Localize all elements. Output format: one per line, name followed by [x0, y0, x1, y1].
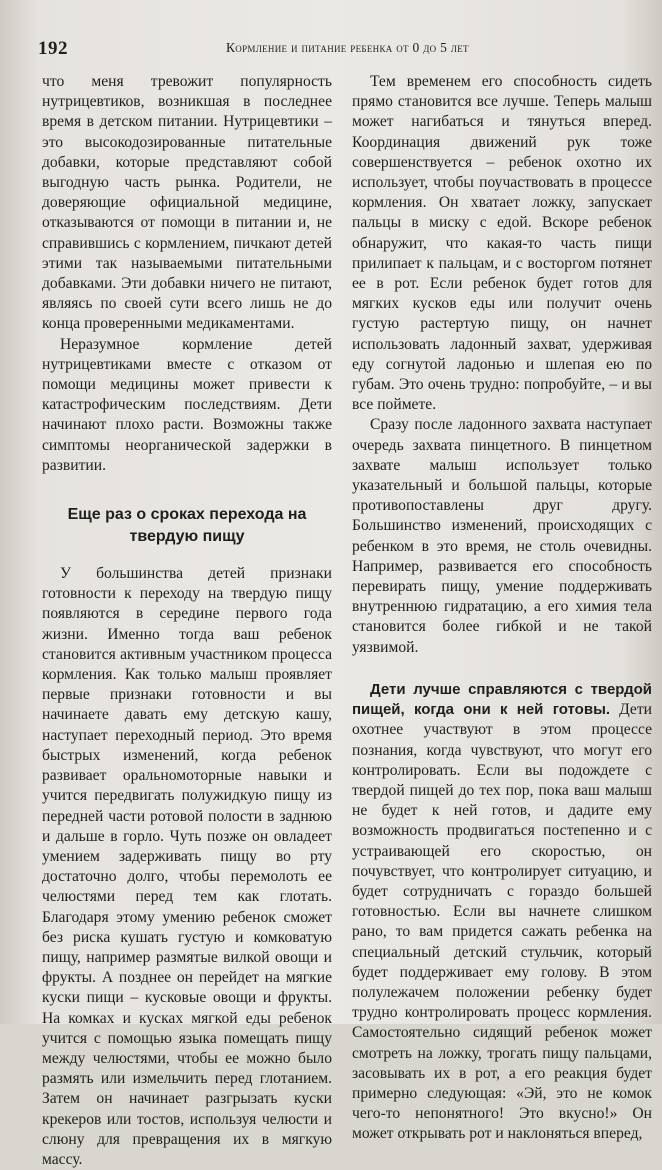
right-column	[352, 72, 652, 1143]
left-column	[42, 72, 332, 1168]
right-paragraph-2: Сразу после ладонного захвата наступает очередь захвата пинцетного. В пинцетном захвате малыш использует только указательный и большой пальцы, которые противопоставлены друг другу. Большинство изменений, происходящих с ребенком в это время, не столь очевидны. Например, развивается его способность перевирать пищу, умение поддерживать внутреннюю гидратацию, а его химия тела становится более гибкой и не такой уязвимой.	[352, 416, 652, 656]
left-paragraph-2: Неразумное кормление детей нутрицевтиками вместе с отказом от помощи медицины может привести к катастрофическим последствиям. Дети начинают плохо расти. Возможны также симптомы неорганической задержки в развитии.	[42, 335, 332, 474]
page-header	[38, 38, 642, 62]
right-paragraph-3	[352, 680, 652, 1145]
page-number: 192	[38, 38, 68, 59]
left-paragraph-3: У большинства детей признаки готовности к переходу на твердую пищу появляются в середине первого года жизни. Именно тогда ваш ребенок становится активным участником процесса кормления. Как только малыш проявляет первые признаки готовности и вы начинаете давать ему детскую кашу, наступает переходный период. Это время быстрых изменений, когда ребенок развивает оральномоторные навыки и учится передвигать полужидкую пищу из передней части ротовой полости в заднюю и дальше в горло. Чуть позже он овладеет умением задерживать пищу во рту достаточно долго, чтобы перемолоть ее челюстями перед тем как глотать. Благодаря этому умению ребенок сможет без риска кушать густую и комковатую пищу, например размятые вилкой овощи и фрукты. А позднее он перейдет на мягкие куски пищи – кусковые овощи и фрукты. На комках и кусках мягкой еды ребенок учится с помощью языка помещать пищу между челюстями, чтобы ее можно было размять или измельчить перед глотанием. Затем он начинает разгрызать куски крекеров или тостов, используя челюсти и слюну для превращения их в мягкую массу.	[42, 565, 332, 1168]
paragraph-gap	[352, 658, 652, 680]
section-heading: Еще раз о сроках перехода на твердую пищу	[67, 506, 307, 546]
bold-lead-sentence: Дети лучше справляются с твердой пищей, когда они к ней готовы.	[352, 680, 652, 719]
right-paragraph-1: Тем временем его способность сидеть прямо становится все лучше. Теперь малыш может нагибаться и тянуться вперед. Координация движений рук тоже совершенствуется – ребенок охотно их использует, чтобы поучаствовать в процессе кормления. Он хватает ложку, запускает пальцы в миску с едой. Вскоре ребенок обнаружит, что какая-то часть пищи прилипает к пальцам, и с восторгом потянет ее в рот. Если ребенок будет готов для мягких кусков еды или получит очень густую растертую пищу, он начнет использовать ладонный захват, удерживая еду согнутой ладонью и шлепая ею по губам. Это очень трудно: попробуйте, – и вы все поймете.	[352, 73, 652, 414]
right-paragraph-3-text: Дети охотнее участвуют в этом процессе познания, когда чувствуют, что могут его контролировать. Если вы подождете с твердой пищей до тех пор, пока ваш малыш не будет к ней готов, и дадите ему возможность продвигаться постепенно и с устраивающей его скоростью, он почувствует, что контролирует ситуацию, и будет сотрудничать с гораздо большей готовностью. Если вы начнете слишком рано, то вам придется сажать ребенка на специальный детский стульчик, который будет поддерживает ему голову. В этом полулежачем положении ребенку будет трудно контролировать процесс кормления. Самостоятельно сидящий ребенок может смотреть на ложку, трогать пищу пальцами, засовывать их в рот, а его реакция будет примерно следующая: «Эй, это не комок чего-то непонятного! Это вкусно!» Он может открывать рот и наклоняться вперед,	[352, 701, 652, 1143]
left-paragraph-1: что меня тревожит популярность нутрицевтиков, возникшая в последнее время в детском питании. Нутрицевтики – это высокодозированные питательные добавки, которые представляют собой выгодную часть рынка. Родители, не доверяющие официальной медицине, отказываются от помощи в питании и, не справившись с кормлением, пичкают детей этими так называемыми питательными добавками. Эти добавки ничего не питают, являясь по своей сути всего лишь не до конца проверенными медикаментами.	[42, 73, 332, 333]
running-title: Кормление и питание ребенка от 0 до 5 лет	[226, 40, 469, 55]
